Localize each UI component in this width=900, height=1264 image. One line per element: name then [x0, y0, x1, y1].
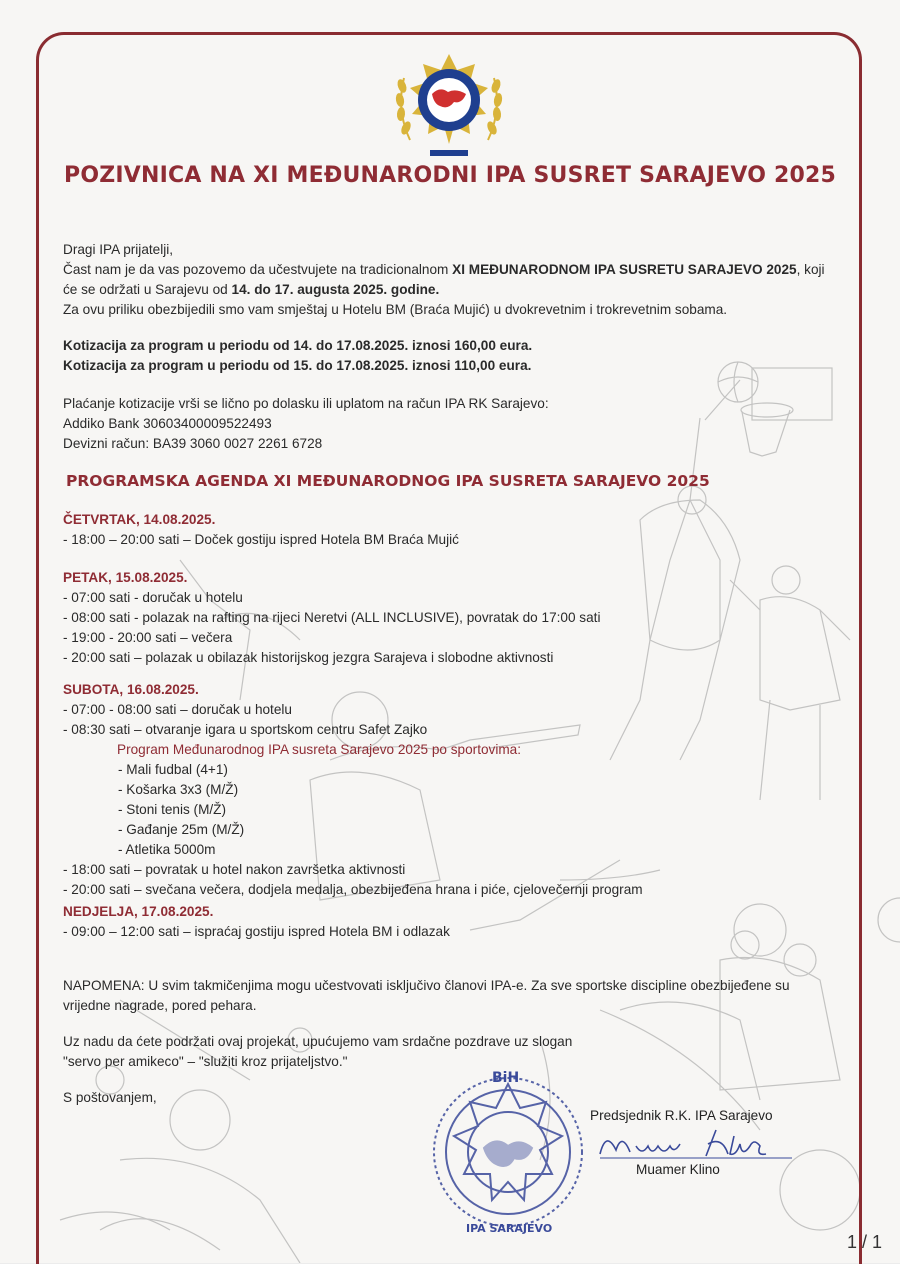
- intro-event-name: XI MEĐUNARODNOM IPA SUSRETU SARAJEVO 2025: [452, 262, 797, 277]
- agenda-title: PROGRAMSKA AGENDA XI MEĐUNARODNOG IPA SUSRETA SARAJEVO 2025: [66, 472, 710, 490]
- agenda-item: - 19:00 - 20:00 sati – večera: [63, 630, 233, 645]
- intro-part-c: , koji će se održati u Sarajevu od: [63, 262, 825, 297]
- day-heading-saturday: SUBOTA, 16.08.2025.: [63, 682, 199, 697]
- agenda-thursday: [63, 510, 459, 550]
- sport-item: - Mali fudbal (4+1): [118, 762, 228, 777]
- payment-section: [63, 394, 549, 454]
- accommodation-text: Za ovu priliku obezbijedili smo vam smještaj u Hotelu BM (Braća Mujić) u dvokrevetnim i trokrevetnim sobama.: [63, 302, 728, 317]
- agenda-item: - 18:00 sati – povratak u hotel nakon završetka aktivnosti: [63, 862, 406, 877]
- intro-dates: 14. do 17. augusta 2025. godine.: [231, 282, 440, 297]
- agenda-friday: [63, 568, 600, 668]
- ipa-logo: [390, 50, 508, 160]
- foreign-account: Devizni račun: BA39 3060 0027 2261 6728: [63, 436, 323, 451]
- agenda-item: - 20:00 sati – svečana večera, dodjela medalja, obezbijeđena hrana i piće, cjelovečernji program: [63, 882, 643, 897]
- sport-item: - Stoni tenis (M/Ž): [118, 802, 227, 817]
- regards: S poštovanjem,: [63, 1090, 157, 1105]
- greeting: Dragi IPA prijatelji,: [63, 242, 174, 257]
- signatory-title: Predsjednik R.K. IPA Sarajevo: [590, 1108, 773, 1123]
- agenda-item: - 08:30 sati – otvaranje igara u sportskom centru Safet Zajko: [63, 722, 428, 737]
- sport-item: - Atletika 5000m: [118, 842, 216, 857]
- closing-line-2: "servo per amikeco" – "služiti kroz prijateljstvo.": [63, 1054, 348, 1069]
- day-heading-sunday: NEDJELJA, 17.08.2025.: [63, 904, 214, 919]
- agenda-item: - 18:00 – 20:00 sati – Doček gostiju ispred Hotela BM Braća Mujić: [63, 532, 459, 547]
- page-number: 1 / 1: [846, 1232, 882, 1252]
- agenda-saturday: [63, 680, 843, 900]
- fees-section: [63, 336, 532, 376]
- agenda-item: - 09:00 – 12:00 sati – ispraćaj gostiju ispred Hotela BM i odlazak: [63, 924, 450, 939]
- day-heading-thursday: ČETVRTAK, 14.08.2025.: [63, 512, 216, 527]
- day-heading-friday: PETAK, 15.08.2025.: [63, 570, 188, 585]
- page-title: POZIVNICA NA XI MEĐUNARODNI IPA SUSRET SARAJEVO 2025: [64, 163, 836, 188]
- svg-text:IPA SARAJEVO: IPA SARAJEVO: [466, 1222, 553, 1235]
- bank-account: Addiko Bank 30603400009522493: [63, 416, 272, 431]
- agenda-item: - 08:00 sati - polazak na rafting na rijeci Neretvi (ALL INCLUSIVE), povratak do 17:00 sati: [63, 610, 601, 625]
- svg-text:BiH: BiH: [492, 1070, 520, 1086]
- ipa-sarajevo-stamp: [428, 1062, 588, 1242]
- note-text: NAPOMENA: U svim takmičenjima mogu učestvovati isključivo članovi IPA-e. Za sve sportske discipline obezbijeđene su vrijedne nagrade, pored pehara.: [63, 978, 790, 1013]
- note-section: [63, 976, 808, 1016]
- fee-line-1: Kotizacija za program u periodu od 14. do 17.08.2025. iznosi 160,00 eura.: [63, 338, 533, 353]
- intro-section: [63, 240, 838, 320]
- sport-item: - Košarka 3x3 (M/Ž): [118, 782, 239, 797]
- agenda-item: - 07:00 sati - doručak u hotelu: [63, 590, 243, 605]
- sports-program-title: Program Međunarodnog IPA susreta Sarajevo 2025 po sportovima:: [117, 742, 522, 757]
- fee-line-2: Kotizacija za program u periodu od 15. do 17.08.2025. iznosi 110,00 eura.: [63, 358, 532, 373]
- intro-part-a: Čast nam je da vas pozovemo da učestvujete na tradicionalnom: [63, 262, 453, 277]
- handwritten-signature: [596, 1124, 796, 1164]
- closing-line-1: Uz nadu da ćete podržati ovaj projekat, upućujemo vam srdačne pozdrave uz slogan: [63, 1034, 573, 1049]
- agenda-item: - 07:00 - 08:00 sati – doručak u hotelu: [63, 702, 292, 717]
- sport-item: - Gađanje 25m (M/Ž): [118, 822, 245, 837]
- signatory-name: Muamer Klino: [636, 1162, 720, 1177]
- agenda-sunday: [63, 902, 450, 942]
- agenda-item: - 20:00 sati – polazak u obilazak historijskog jezgra Sarajeva i slobodne aktivnosti: [63, 650, 554, 665]
- payment-line-1: Plaćanje kotizacije vrši se lično po dolasku ili uplatom na račun IPA RK Sarajevo:: [63, 396, 549, 411]
- intro-paragraph: [63, 260, 838, 300]
